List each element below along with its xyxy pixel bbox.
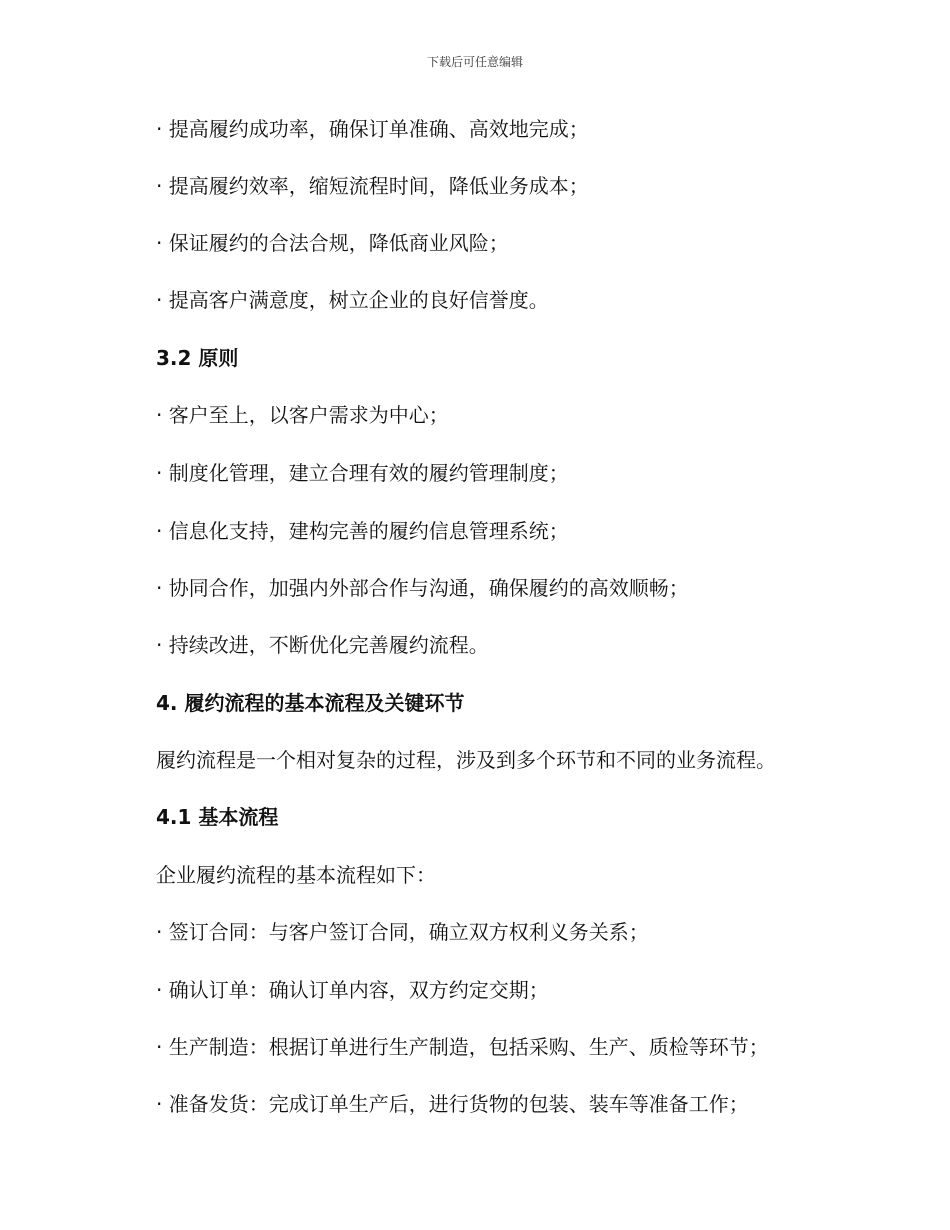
- bullet-item: · 持续改进，不断优化完善履约流程。: [156, 633, 489, 657]
- bullet-item: · 协同合作，加强内外部合作与沟通，确保履约的高效顺畅；: [156, 576, 689, 600]
- section-heading-4-1: 4.1 基本流程: [156, 805, 279, 829]
- bullet-item: · 信息化支持，建构完善的履约信息管理系统；: [156, 519, 569, 543]
- bullet-item: · 制度化管理，建立合理有效的履约管理制度；: [156, 461, 569, 485]
- bullet-item: · 签订合同：与客户签订合同，确立双方权利义务关系；: [156, 920, 649, 944]
- paragraph: 企业履约流程的基本流程如下：: [156, 863, 436, 887]
- bullet-item: · 提高履约成功率，确保订单准确、高效地完成；: [156, 117, 589, 141]
- bullet-item: · 提高客户满意度，树立企业的良好信誉度。: [156, 288, 549, 312]
- bullet-item: · 确认订单：确认订单内容，双方约定交期；: [156, 978, 549, 1002]
- bullet-item: · 保证履约的合法合规，降低商业风险；: [156, 231, 509, 255]
- bullet-item: · 客户至上，以客户需求为中心；: [156, 403, 449, 427]
- paragraph: 履约流程是一个相对复杂的过程，涉及到多个环节和不同的业务流程。: [156, 748, 776, 772]
- bullet-item: · 准备发货：完成订单生产后，进行货物的包装、装车等准备工作；: [156, 1092, 749, 1116]
- section-heading-4: 4. 履约流程的基本流程及关键环节: [156, 691, 465, 715]
- page-header-note: 下载后可任意编辑: [426, 55, 523, 69]
- section-heading-3-2: 3.2 原则: [156, 346, 239, 370]
- bullet-item: · 生产制造：根据订单进行生产制造，包括采购、生产、质检等环节；: [156, 1035, 769, 1059]
- bullet-item: · 提高履约效率，缩短流程时间，降低业务成本；: [156, 174, 589, 198]
